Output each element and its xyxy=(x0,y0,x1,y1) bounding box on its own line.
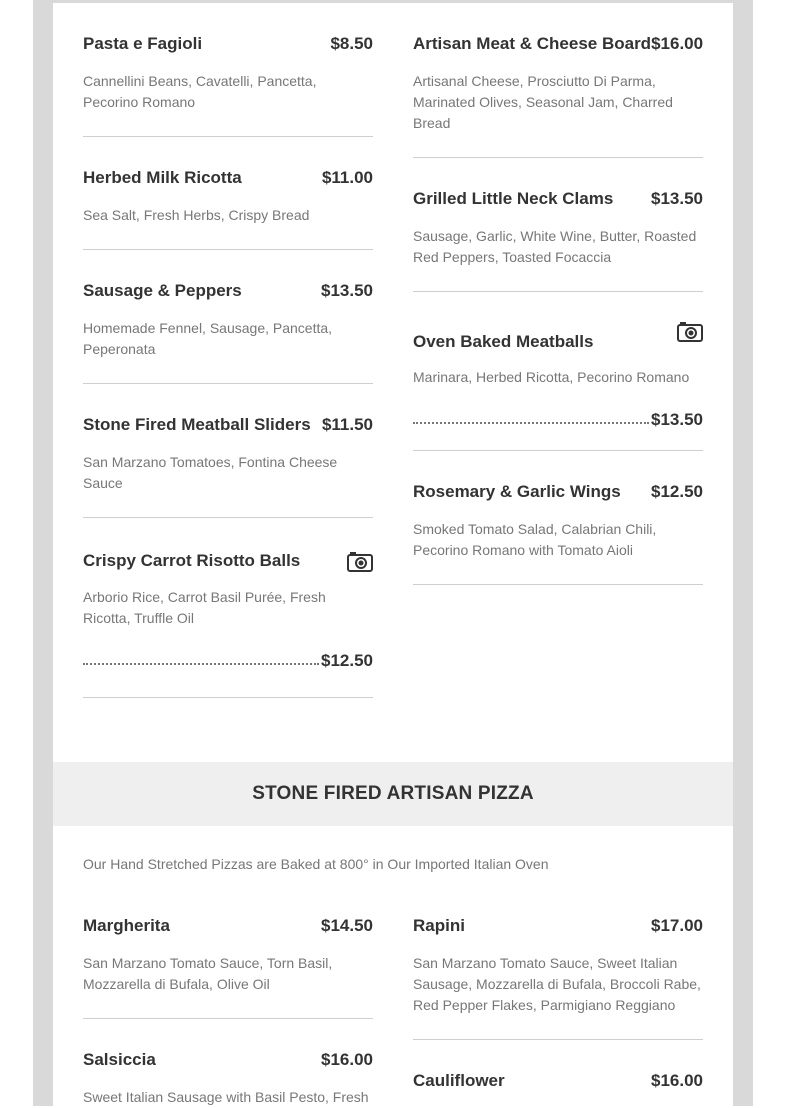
section-note: Our Hand Stretched Pizzas are Baked at 800° in Our Imported Italian Oven xyxy=(83,856,549,872)
item-price: $16.00 xyxy=(651,1071,703,1090)
item-description: Marinara, Herbed Ricotta, Pecorino Romano xyxy=(413,369,690,385)
divider xyxy=(413,291,703,292)
item-price: $11.50 xyxy=(321,415,373,434)
divider xyxy=(413,450,703,451)
menu-item[interactable] xyxy=(413,480,703,561)
item-description: Cannellini Beans, Cavatelli, Pancetta, Pecorino Romano xyxy=(83,73,317,110)
divider xyxy=(83,249,373,250)
item-name: Pasta e Fagioli xyxy=(83,34,203,53)
menu-item[interactable] xyxy=(413,321,703,430)
menu-item[interactable] xyxy=(83,914,373,995)
menu-item[interactable] xyxy=(83,547,373,671)
item-price: $16.00 xyxy=(321,1050,373,1069)
item-price: $12.50 xyxy=(321,651,373,670)
section-title: STONE FIRED ARTISAN PIZZA xyxy=(53,762,733,826)
item-price: $14.50 xyxy=(321,916,373,935)
price-leader xyxy=(83,649,373,671)
camera-icon[interactable] xyxy=(347,551,373,571)
divider xyxy=(83,383,373,384)
item-description: Homemade Fennel, Sausage, Pancetta, Peperonata xyxy=(83,320,333,357)
item-name: Margherita xyxy=(83,916,170,935)
item-name: Cauliflower xyxy=(413,1071,505,1090)
price-leader xyxy=(413,408,703,430)
item-price: $11.00 xyxy=(321,168,373,187)
item-name: Oven Baked Meatballs xyxy=(413,332,594,351)
menu-item[interactable] xyxy=(83,166,373,226)
divider xyxy=(413,157,703,158)
item-price: $16.00 xyxy=(651,34,704,53)
item-price: $12.50 xyxy=(651,482,703,501)
item-name: Crispy Carrot Risotto Balls xyxy=(83,551,301,570)
item-price: $8.50 xyxy=(330,34,373,53)
divider xyxy=(413,1039,703,1040)
item-price: $17.00 xyxy=(651,916,703,935)
divider xyxy=(83,136,373,137)
item-name: Salsiccia xyxy=(83,1050,156,1069)
item-description: Sea Salt, Fresh Herbs, Crispy Bread xyxy=(83,207,310,223)
menu-item[interactable] xyxy=(83,413,373,494)
menu-item[interactable] xyxy=(413,32,703,134)
dot-leader xyxy=(83,663,319,665)
item-name: Rosemary & Garlic Wings xyxy=(413,482,621,501)
item-name: Sausage & Peppers xyxy=(83,281,242,300)
menu-item[interactable] xyxy=(83,1048,373,1108)
divider xyxy=(413,584,703,585)
item-price: $13.50 xyxy=(321,281,373,300)
item-name: Grilled Little Neck Clams xyxy=(413,189,614,208)
item-description: Artisanal Cheese, Prosciutto Di Parma, Marinated Olives, Seasonal Jam, Charred Bread xyxy=(413,73,673,131)
divider xyxy=(83,1018,373,1019)
menu-item[interactable] xyxy=(83,32,373,113)
menu-item[interactable] xyxy=(413,914,703,1016)
item-name: Herbed Milk Ricotta xyxy=(83,168,242,187)
item-description: San Marzano Tomato Sauce, Torn Basil, Mozzarella di Bufala, Olive Oil xyxy=(83,955,333,992)
item-price: $13.50 xyxy=(651,410,703,429)
menu-item[interactable] xyxy=(413,187,703,268)
item-description: San Marzano Tomato Sauce, Sweet Italian Sausage, Mozzarella di Bufala, Broccoli Rabe, Red Pepper Flakes, Parmigiano Reggiano xyxy=(413,955,701,1013)
item-name: Artisan Meat & Cheese Board xyxy=(413,34,652,53)
item-description: Arborio Rice, Carrot Basil Purée, Fresh Ricotta, Truffle Oil xyxy=(83,589,326,626)
item-price: $13.50 xyxy=(651,189,703,208)
menu-item[interactable] xyxy=(83,279,373,360)
divider xyxy=(83,697,373,698)
item-description: Smoked Tomato Salad, Calabrian Chili, Pecorino Romano with Tomato Aioli xyxy=(413,521,657,558)
item-name: Rapini xyxy=(413,916,465,935)
camera-icon[interactable] xyxy=(677,321,703,341)
dot-leader xyxy=(413,422,649,424)
item-description: Sweet Italian Sausage with Basil Pesto, Fresh xyxy=(83,1089,369,1105)
item-name: Stone Fired Meatball Sliders xyxy=(83,415,311,434)
item-description: Sausage, Garlic, White Wine, Butter, Roasted Red Peppers, Toasted Focaccia xyxy=(413,228,697,265)
item-description: San Marzano Tomatoes, Fontina Cheese Sauce xyxy=(83,454,338,491)
divider xyxy=(83,517,373,518)
menu-item[interactable] xyxy=(413,1069,703,1093)
